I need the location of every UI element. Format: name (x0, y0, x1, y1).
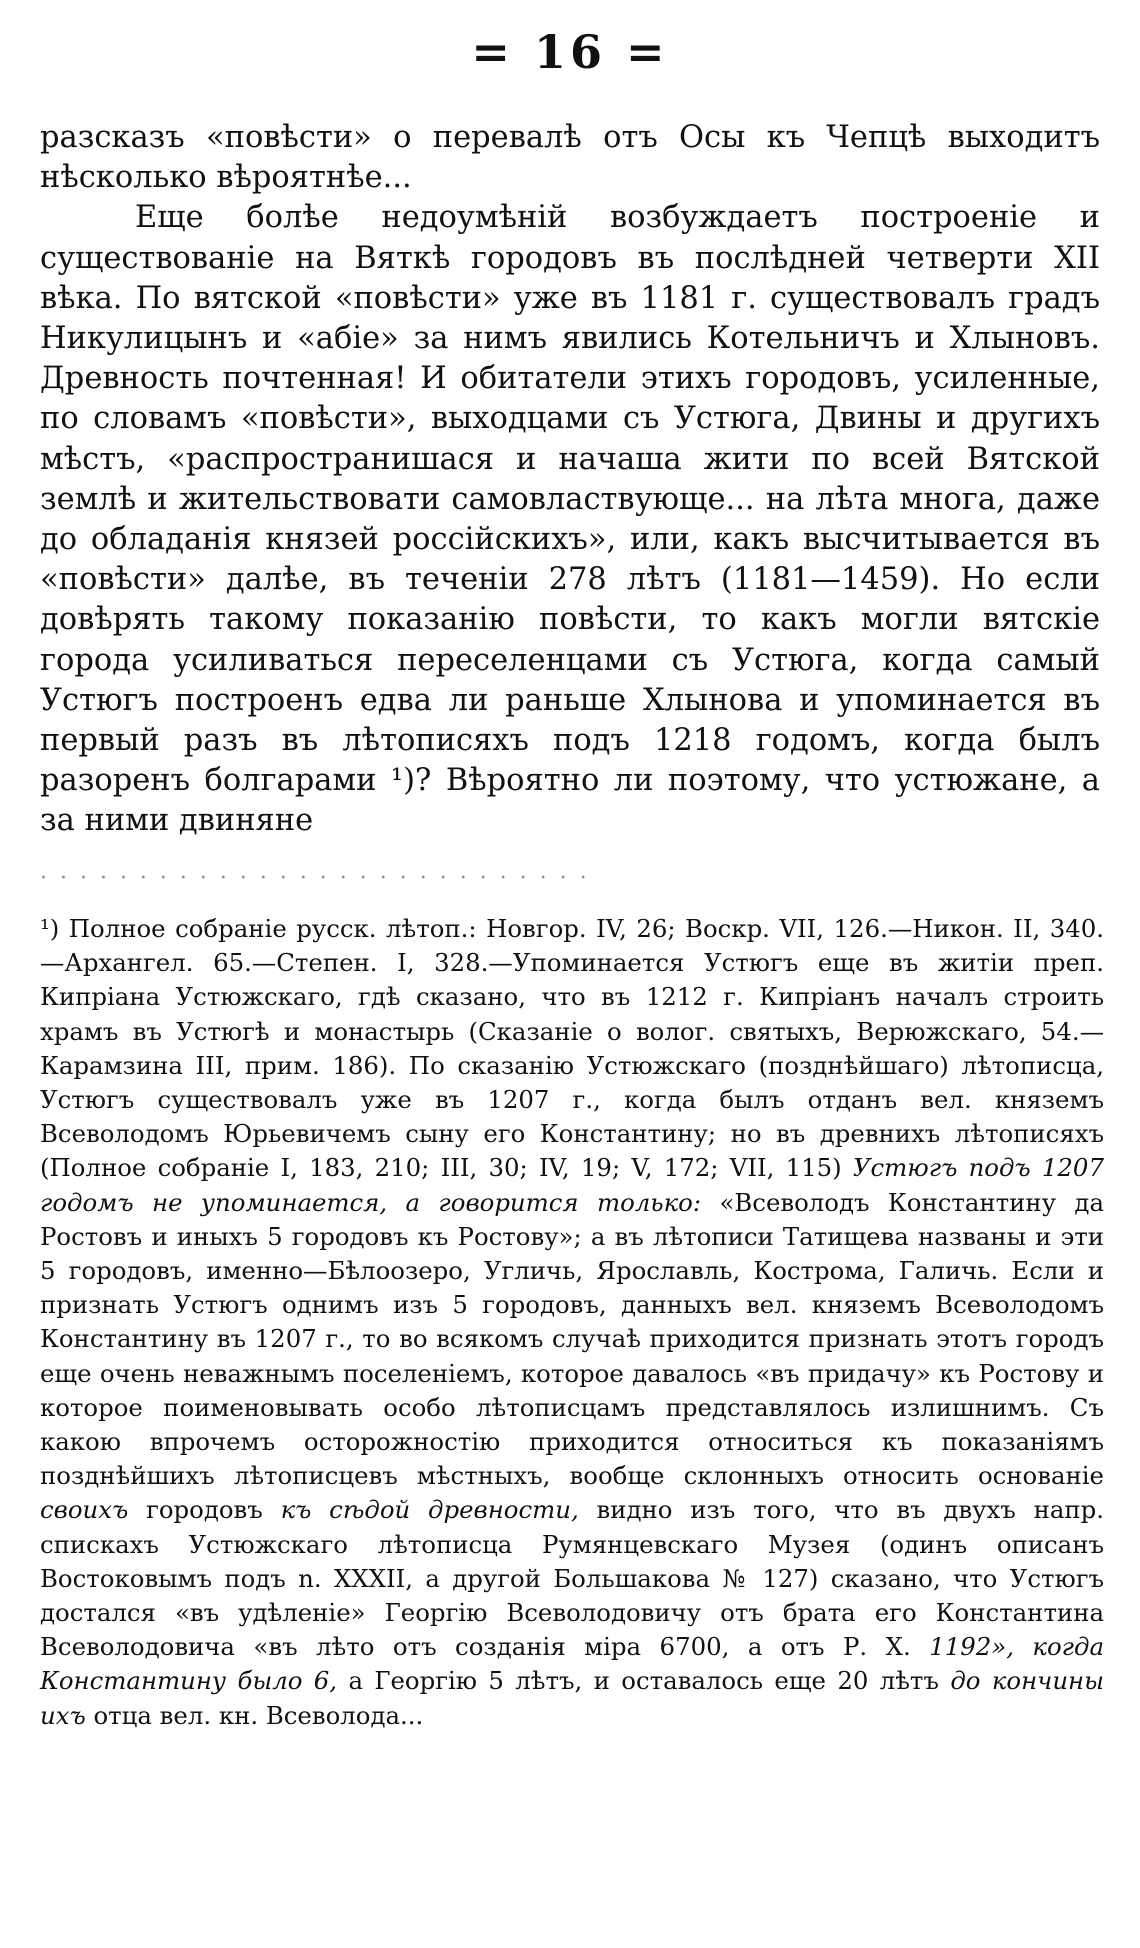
footnote-italic-5: до кончины ихъ (40, 1666, 1104, 1730)
footnote-italic-1: Устюгъ подъ 1207 годомъ не упоминается, а говорится только: (40, 1153, 1104, 1217)
faded-print-line: · · · · · · · · · · · · · · · · · · · · · · · · · · · · (40, 868, 590, 890)
footnote-text-4: видно изъ того, что въ двухъ напр. спискахъ Устюжскаго лѣтописца Румянцевскаго Музея (одинъ описанъ Востоковымъ подъ n. XXXII, а другой Большакова № 127) сказано, что Устюгъ достался «въ удѣленіе» Георгію Всеволодовичу отъ брата его Константина Всеволодовича «въ лѣто отъ созданія міра 6700, а отъ Р. Х. (40, 1495, 1104, 1662)
footnote-text-3: городовъ (146, 1495, 263, 1525)
footnote-italic-4: 1192», когда Константину было 6, (40, 1632, 1104, 1696)
footnote-text-6: отца вел. кн. Всеволода... (93, 1700, 424, 1730)
footnote-text-1: ¹) Полное собраніе русск. лѣтоп.: Новгор. IV, 26; Воскр. VII, 126.—Никон. II, 340.—Архангел. 65.—Степен. I, 328.—Упоминается Устюгъ еще въ житіи преп. Кипріана Устюжскаго, гдѣ сказано, что въ 1212 г. Кипріанъ началъ строить храмъ въ Устюгѣ и монастырь (Сказаніе о волог. святыхъ, Верюжскаго, 54.—Карамзина III, прим. 186). По сказанію Устюжскаго (позднѣйшаго) лѣтописца, Устюгъ существовалъ уже въ 1207 г., когда былъ отданъ вел. княземъ Всеволодомъ Юрьевичемъ сыну его Константину; но въ древнихъ лѣтописяхъ (Полное собраніе I, 183, 210; III, 30; IV, 19; V, 172; VII, 115) (40, 914, 1104, 1183)
main-text (40, 118, 1100, 842)
footnote-1 (40, 912, 1104, 1733)
footnote-text-2: «Всеволодъ Константину да Ростовъ и иныхъ 5 городовъ къ Ростову»; а въ лѣтописи Татищева названы и эти 5 городовъ, именно—Бѣлоозеро, Угличь, Ярославль, Кострома, Галичь. Если и признать Устюгъ однимъ изъ 5 городовъ, данныхъ вел. княземъ Всеволодомъ Константину въ 1207 г., то во всякомъ случаѣ приходится признать этотъ городъ еще очень неважнымъ поселеніемъ, которое давалось «въ придачу» къ Ростову и которое поименовывать особо лѣтописцамъ представлялось излишнимъ. Съ какою впрочемъ осторожностію приходится относиться къ показаніямъ позднѣйшихъ лѣтописцевъ мѣстныхъ, вообще склонныхъ относить основаніе (40, 1187, 1104, 1491)
footnote-block (40, 912, 1104, 1733)
footnote-italic-2: своихъ (40, 1495, 129, 1525)
footnote-text-5: а Георгію 5 лѣтъ, и оставалось еще 20 лѣтъ (348, 1666, 939, 1696)
continued-paragraph: разсказъ «повѣсти» о перевалѣ отъ Осы къ Чепцѣ выходитъ нѣсколько вѣроятнѣе... (40, 120, 1100, 196)
footnote-italic-3: къ сѣдой древности, (280, 1495, 579, 1525)
main-paragraph: Еще болѣе недоумѣній возбуждаетъ построеніе и существованіе на Вяткѣ городовъ въ послѣдней четверти XII вѣка. По вятской «повѣсти» уже въ 1181 г. существовалъ градъ Никулицынъ и «абіе» за нимъ явились Котельничъ и Хлыновъ. Древность почтенная! И обитатели этихъ городовъ, усиленные, по словамъ «повѣсти», выходцами съ Устюга, Двины и другихъ мѣстъ, «распространишася и начаша жити по всей Вятской землѣ и жительствовати самовластвующе... на лѣта многа, даже до обладанія князей россійскихъ», или, какъ высчитывается въ «повѣсти» далѣе, въ теченіи 278 лѣтъ (1181—1459). Но если довѣрять такому показанію повѣсти, то какъ могли вятскіе города усиливаться переселенцами съ Устюга, когда самый Устюгъ построенъ едва ли раньше Хлынова и упоминается въ первый разъ въ лѣтописяхъ подъ 1218 годомъ, когда былъ разоренъ болгарами ¹)? Вѣроятно ли поэтому, что устюжане, а за ними двиняне (40, 200, 1100, 839)
page-number: = 16 = (471, 25, 669, 79)
